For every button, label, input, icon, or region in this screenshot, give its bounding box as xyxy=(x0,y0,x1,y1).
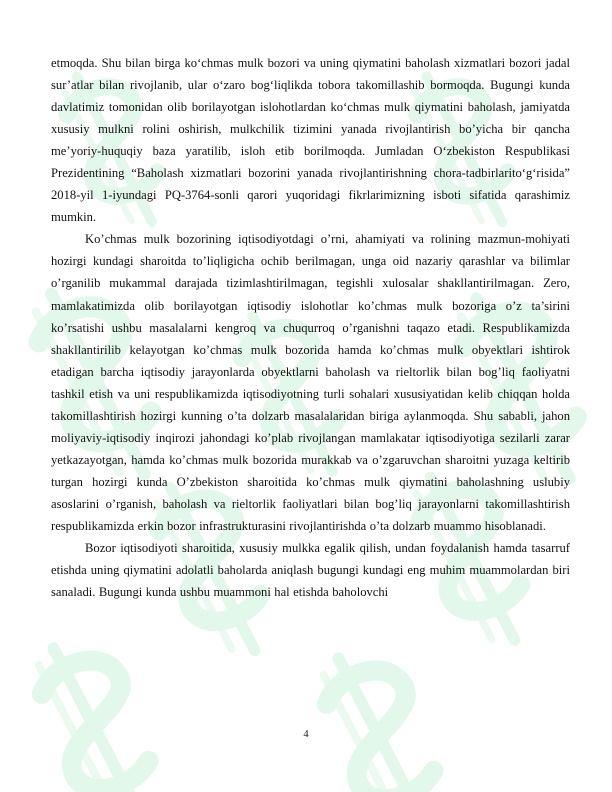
paragraph: etmoqda. Shu bilan birga ko‘chmas mulk bozori va uning qiymatini baholash xizmatlari bozori jadal sur’atlar bilan rivojlanib, ular o‘zaro bog‘liqlikda tobora takomillashib bormoqda. Bugungi kunda davlatimiz tomonidan olib borilayotgan islohotlardan ko‘chmas mulk qiymatini baholash, jamiyatda xususiy mulkni rolini oshirish, mulkchilik tizimini yanada rivojlantirish bo’yicha bir qancha me’yoriy-huquqiy baza yaratilib, isloh etib borilmoqda. Jumladan O‘zbekiston Respublikasi Prezidentining “Baholash xizmatlari bozorini yanada rivojlantirishning chora-tadbirlarito‘g‘risida” 2018-yil 1-iyundagi PQ-3764-sonli qarori yuqoridagi fikrlarimizning isboti sifatida qarashimiz mumkin. xyxy=(51,56,570,225)
page-number: 4 xyxy=(303,729,309,740)
paragraph: Ko’chmas mulk bozorining iqtisodiyotdagi o’rni, ahamiyati va rolining mazmun-mohiyati hozirgi kundagi sharoitda to’liqligicha ochib berilmagan, unga oid nazariy qarashlar va bilimlar o’rganilib mukammal darajada tizimlashtirilmagan, tegishli xulosalar shakllantirilmagan. Zero, mamlakatimizda olib borilayotgan iqtisodiy islohotlar ko’chmas mulk bozoriga o’z ta’sirini ko’rsatishi ushbu masalalarni kengroq va chuqurroq o’rganishni taqazo etadi. Respublikamizda shakllantirilib kelayotgan ko’chmas mulk bozorida hamda ko’chmas mulk obyektlari ishtirok etadigan barcha iqtisodiy jarayonlarda obyektlarni baholash va rieltorlik bilan bog’liq faoliyatni tashkil etish va uni respublikamizda iqtisodiyotning turli sohalari xususiyatidan kelib chiqqan holda takomillashtirish hozirgi kunning o’ta dolzarb masalalaridan biriga aylanmoqda. Shu sababli, jahon moliyaviy-iqtisodiy inqirozi jahondagi ko’plab rivojlangan mamlakatar iqtisodiyotiga sezilarli zarar yetkazayotgan, hamda ko’chmas mulk bozorida murakkab va o’zgaruvchan sharoitni yuzaga keltirib turgan hozirgi kunda O’zbekiston sharoitida ko’chmas mulk qiymatini baholashning uslubiy asoslarini o’rganish, baholash va rieltorlik faoliyatlari bilan bog’liq jarayonlarni takomillashtirish respublikamizda erkin bozor infrastrukturasini rivojlantirishda o’ta dolzarb muammo hisoblanadi. xyxy=(51,232,570,533)
body-text xyxy=(51,52,570,603)
paragraph: Bozor iqtisodiyoti sharoitida, xususiy mulkka egalik qilish, undan foydalanish hamda tasarruf etishda uning qiymatini adolatli baholarda aniqlash bugungi kundagi eng muhim muammolardan biri sanaladi. Bugungi kunda ushbu muammoni hal etishda baholovchi xyxy=(51,541,570,600)
